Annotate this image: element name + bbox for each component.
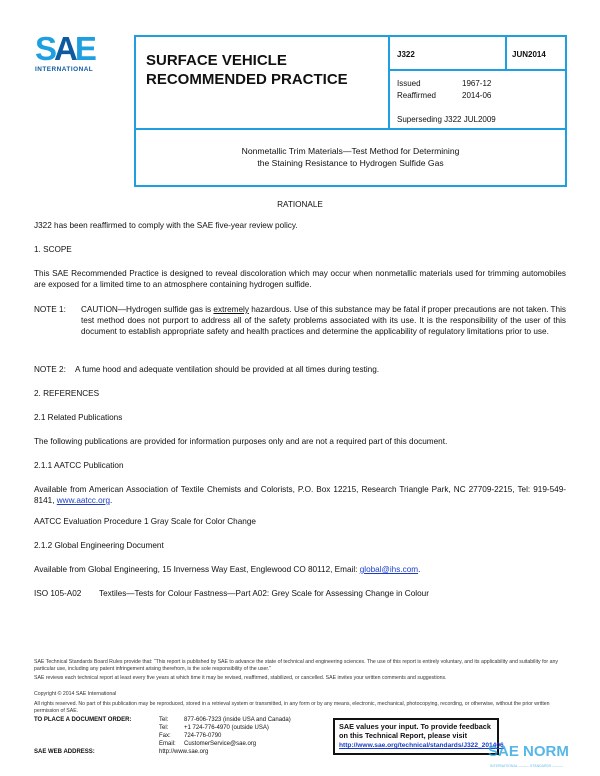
fax-label: Fax: (159, 733, 171, 739)
logo-letter-e: E (74, 30, 94, 67)
feedback-line-2: on this Technical Report, please visit (339, 731, 467, 740)
footer-copyright: Copyright © 2014 SAE International (34, 691, 117, 697)
sae-logo-mark (35, 30, 115, 67)
logo-letter-a: A (54, 30, 75, 67)
reaffirmed-label: Reaffirmed (397, 91, 436, 100)
title-line-1: SURFACE VEHICLE (146, 52, 287, 69)
tel-value: 877-606-7323 (inside USA and Canada) (184, 717, 291, 723)
note-1-body (81, 304, 566, 337)
feedback-line-1: SAE values your input. To provide feedback (339, 722, 491, 731)
sae-logo (35, 30, 115, 84)
document-subtitle (136, 146, 565, 169)
tel-label: Tel: (159, 717, 169, 723)
issued-label: Issued (397, 79, 421, 88)
rationale-heading: RATIONALE (277, 200, 323, 209)
section-heading-scope: 1. SCOPE (34, 245, 72, 254)
order-label: TO PLACE A DOCUMENT ORDER: (34, 717, 132, 723)
footer-rights: All rights reserved. No part of this publication may be reproduced, stored in a retrieval system or transmitted, in any form or by any means, electronic, mechanical, photocopying, recording, or otherwise, without the prior written permission of SAE. (34, 701, 550, 714)
superseding-note: Superseding J322 JUL2009 (397, 115, 496, 124)
feedback-box (333, 718, 504, 755)
note-2 (34, 364, 566, 375)
iso-code: ISO 105-A02 (34, 589, 82, 598)
email-label: Email: (159, 741, 176, 747)
watermark: SAE NORM (488, 743, 569, 760)
note-1-text-cont: hazardous. Use of this substance may be fatal if proper precautions are not taken. This test method does not purport to address all of the safety problems associated with its use. It is the responsibility of the user of this document to establish appropriate safety and health practices and determine the applicability of regulatory limitations prior to use. (81, 305, 566, 336)
tel2-value: +1 724-776-4970 (outside USA) (184, 725, 269, 731)
document-date: JUN2014 (512, 50, 546, 59)
rationale-text: J322 has been reaffirmed to comply with the SAE five-year review policy. (34, 221, 298, 230)
aatcc-link[interactable]: www.aatcc.org (56, 496, 111, 505)
divider (136, 128, 565, 130)
aatcc-text: Available from American Association of Textile Chemists and Colorists, P.O. Box 12215, Research Triangle Park, NC 27709-2215, Tel: 919-549-8141, www.aatcc.org. (34, 485, 566, 505)
subtitle-line-1: Nonmetallic Trim Materials—Test Method for Determining (241, 146, 460, 156)
watermark-subtitle: INTERNATIONAL ——— STANDARDS ——— (490, 764, 563, 768)
section-heading-references: 2. REFERENCES (34, 389, 100, 398)
note-2-label: NOTE 2: (34, 365, 66, 374)
section-heading-2-1-1: 2.1.1 AATCC Publication (34, 461, 124, 470)
global-address: Available from Global Engineering, 15 Inverness Way East, Englewood CO 80112, Email: (34, 565, 360, 574)
document-header-box (134, 35, 567, 187)
feedback-link[interactable]: http://www.sae.org/technical/standards/J322_201406 (339, 742, 504, 749)
global-email-link[interactable]: global@ihs.com (359, 565, 419, 574)
logo-letter-s: S (35, 30, 55, 67)
aatcc-address: Available from American Association of Textile Chemists and Colorists, P.O. Box 12215, Research Triangle Park, NC 27709-2215, Tel: 919-549-8141, (34, 485, 566, 505)
divider (388, 69, 565, 71)
reaffirmed-value: 2014-06 (462, 91, 492, 100)
issued-value: 1967-12 (462, 79, 492, 88)
section-heading-2-1-2: 2.1.2 Global Engineering Document (34, 541, 164, 550)
web-value[interactable]: http://www.sae.org (159, 749, 209, 755)
divider (505, 37, 507, 69)
document-number: J322 (397, 50, 415, 59)
note-2-body: A fume hood and adequate ventilation should be provided at all times during testing. (75, 365, 380, 374)
footer-review: SAE reviews each technical report at least every five years at which time it may be revised, reaffirmed, stabilized, or cancelled. SAE invites your written comments and suggestions. (34, 675, 447, 681)
note-1-text: CAUTION—Hydrogen sulfide gas is (81, 305, 214, 314)
related-publications-text: The following publications are provided for information purposes only and are not a required part of this document. (34, 437, 448, 446)
document-dates (397, 78, 491, 102)
section-heading-2-1: 2.1 Related Publications (34, 413, 123, 422)
note-1-label: NOTE 1: (34, 305, 66, 314)
web-label: SAE WEB ADDRESS: (34, 749, 95, 755)
iso-title: Textiles—Tests for Colour Fastness—Part A02: Grey Scale for Assessing Change in Colour (99, 589, 429, 598)
document-type-title (146, 51, 348, 89)
divider (388, 37, 390, 129)
logo-subtitle: INTERNATIONAL (35, 66, 94, 73)
global-engineering-text: Available from Global Engineering, 15 Inverness Way East, Englewood CO 80112, Email: global@ihs.com. (34, 565, 421, 574)
title-line-2: RECOMMENDED PRACTICE (146, 71, 348, 88)
scope-text: This SAE Recommended Practice is designed to reveal discoloration which may occur when nonmetallic materials used for trimming automobiles are exposed for a limited time to an atmosphere containing hydrogen sulfide. (34, 269, 566, 289)
tel2-label: Tel: (159, 725, 169, 731)
note-1 (34, 304, 566, 337)
email-value[interactable]: CustomerService@sae.org (184, 741, 257, 747)
emphasis-underlined: extremely (213, 305, 249, 314)
iso-reference (34, 588, 574, 599)
aatcc-item: AATCC Evaluation Procedure 1 Gray Scale for Color Change (34, 517, 256, 526)
subtitle-line-2: the Staining Resistance to Hydrogen Sulfide Gas (257, 157, 444, 168)
footer-rules: SAE Technical Standards Board Rules provide that: “This report is published by SAE to advance the state of technical and engineering sciences. The use of this report is entirely voluntary, and its applicability and suitability for any particular use, including any patent infringement arising therefrom, is the sole responsibility of the user.” (34, 659, 558, 672)
fax-value: 724-776-0790 (184, 733, 222, 739)
